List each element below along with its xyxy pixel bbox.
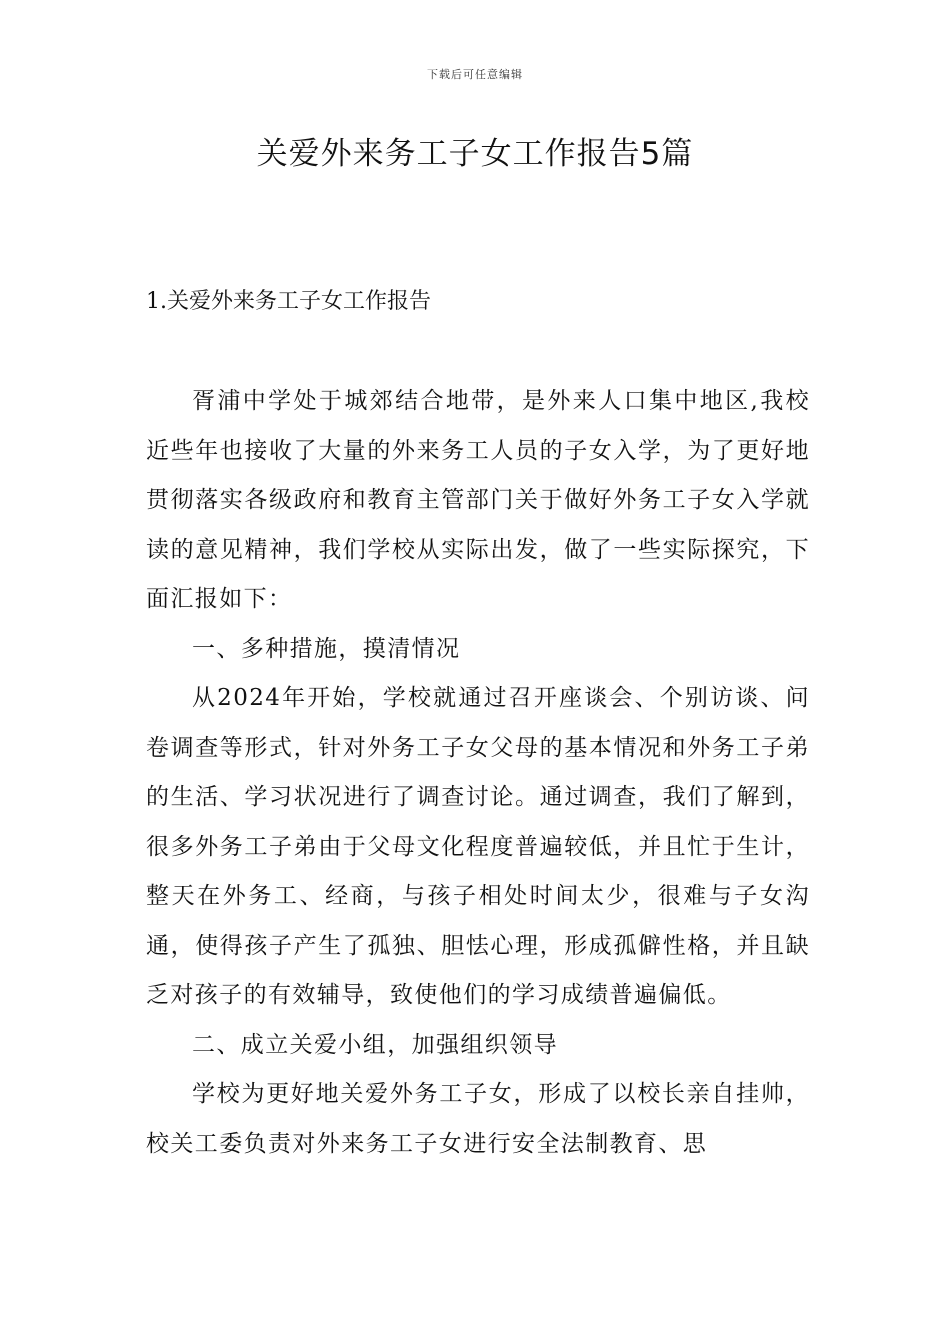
paragraph-survey: 从2024年开始，学校就通过召开座谈会、个别访谈、问卷调查等形式，针对外务工子女父母的基本情况和外务工子弟的生活、学习状况进行了调查讨论。通过调查，我们了解到，很多外务工子弟由于父母文化程度普遍较低，并且忙于生计，整天在外务工、经商，与孩子相处时间太少，很难与子女沟通，使得孩子产生了孤独、胆怯心理，形成孤僻性格，并且缺乏对孩子的有效辅导，致使他们的学习成绩普遍偏低。: [146, 685, 810, 1008]
body-text: [146, 377, 810, 1169]
paragraph-care-group: 学校为更好地关爱外务工子女，形成了以校长亲自挂帅，校关工委负责对外来务工子女进行安全法制教育、思: [146, 1081, 810, 1157]
document-title: 关爱外来务工子女工作报告5篇: [256, 136, 694, 172]
header-note: 下载后可任意编辑: [427, 68, 523, 81]
subheading-care-group: 二、成立关爱小组，加强组织领导: [192, 1031, 558, 1058]
subheading-measures: 一、多种措施，摸清情况: [192, 635, 461, 662]
paragraph-intro: 胥浦中学处于城郊结合地带，是外来人口集中地区,我校近些年也接收了大量的外来务工人员的子女入学，为了更好地贯彻落实各级政府和教育主管部门关于做好外务工子女入学就读的意见精神，我们学校从实际出发，做了一些实际探究，下面汇报如下：: [146, 388, 810, 612]
section-heading: 1.关爱外来务工子女工作报告: [146, 289, 431, 314]
